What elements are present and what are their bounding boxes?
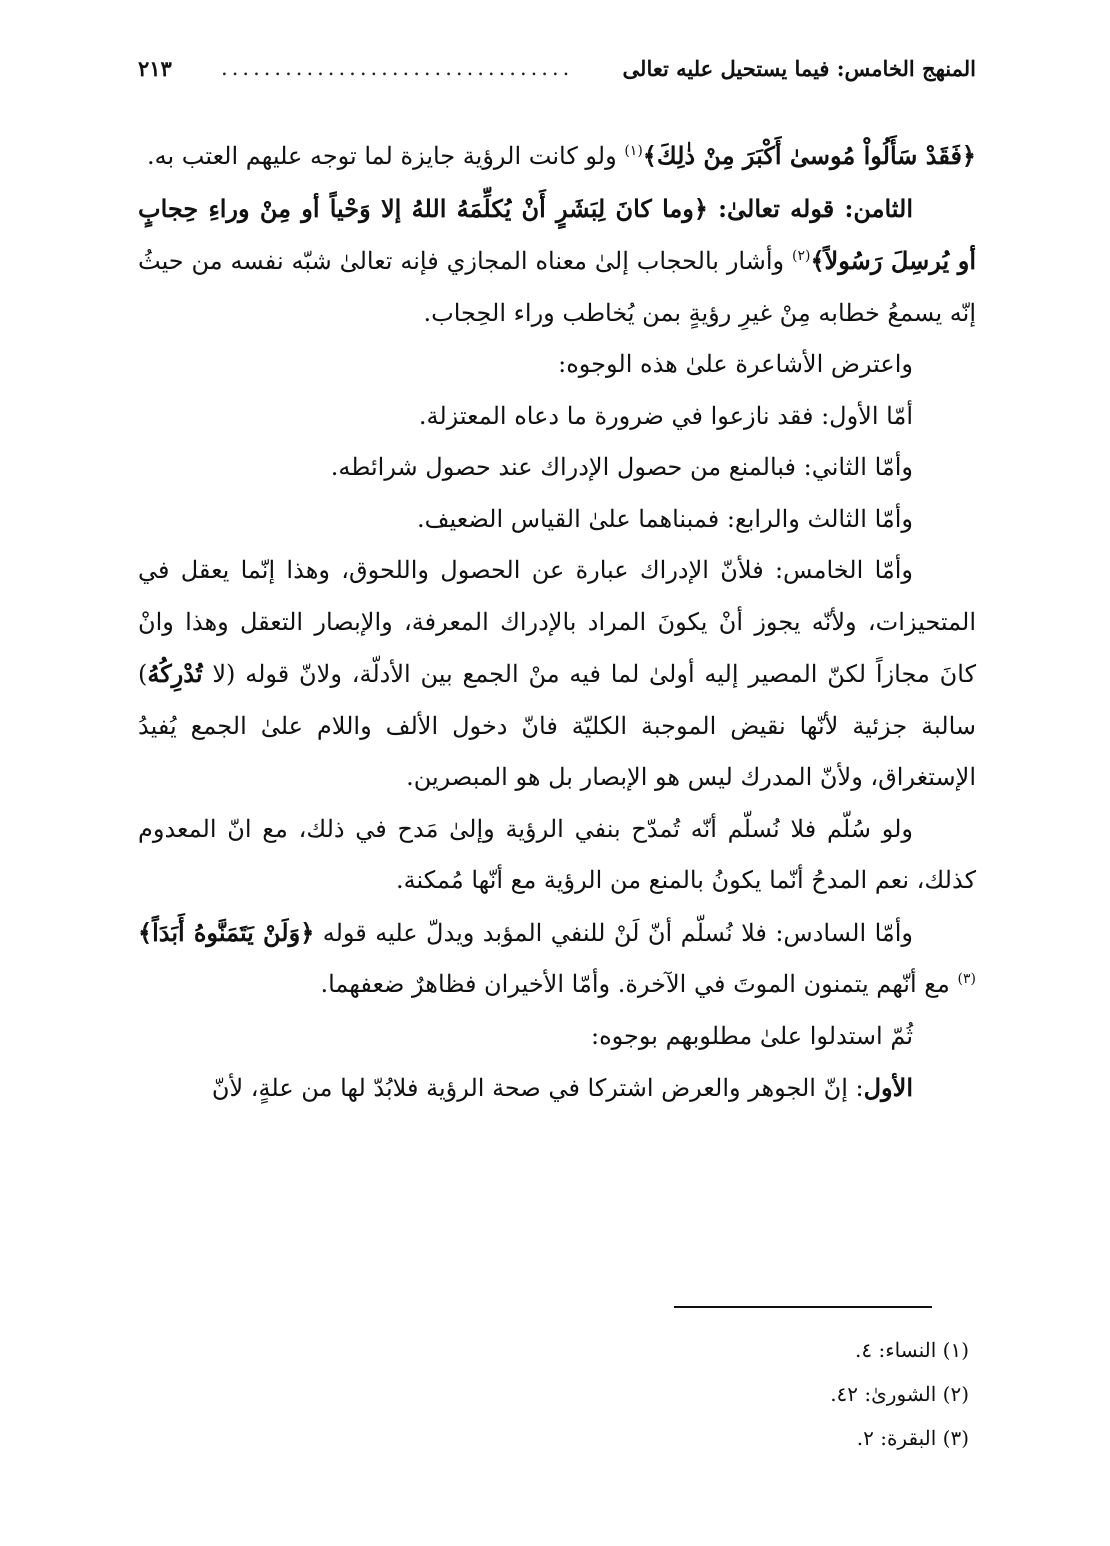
paragraph-text: ثُمّ استدلوا علىٰ مطلوبهم بوجوه: [590, 1021, 913, 1050]
footnote: (٣) البقرة: ٢. [856, 1426, 969, 1450]
paragraph-text: وأشار بالحجاب إلىٰ معناه المجازي فإنه تعالىٰ شبّه نفسه من حيثُ إنّه يسمعُ خطابه مِنْ غيرِ رؤيةٍ بمن يُخاطب وراء الحِجاب. [138, 247, 976, 327]
footnote-ref: (٣) [957, 971, 976, 987]
paragraph [138, 442, 976, 494]
footnote-separator [674, 1306, 932, 1308]
paragraph [138, 130, 976, 183]
paragraph-text: وأمّا السادس: فلا نُسلّم أنّ لَنْ للنفي المؤبد ويدلّ عليه قوله [314, 918, 913, 947]
page-number: ٢١٣ [138, 55, 172, 81]
paragraph [138, 339, 976, 391]
body-text [138, 130, 976, 1115]
quran-quote: ﴿وَلَنْ يَتَمَنَّوهُ أَبَدَاً﴾ [138, 917, 315, 947]
quran-quote: ﴿فَقَدْ سَأَلُواْ مُوسىٰ أَكْبَرَ مِنْ ذٰلِكَ﴾ [642, 141, 976, 170]
footnote: (٢) الشورىٰ: ٤٢. [830, 1382, 969, 1406]
running-head-leader-dots: ................................. [221, 56, 574, 80]
paragraph-text: وأمّا الثاني: فبالمنع من حصول الإدراك عند حصول شرائطه. [330, 453, 913, 481]
footnote-ref: (٢) [792, 248, 811, 264]
quoted-term: تُدْرِكُهُ [147, 659, 203, 688]
paragraph-text: واعترض الأشاعرة علىٰ هذه الوجوه: [558, 350, 913, 378]
paragraph [138, 391, 976, 443]
quran-quote: ﴿وما كانَ لِبَشَرٍ أَنْ يُكلِّمَهُ اللهُ إلا وَحْياً أو مِنْ وراءِ حِجابٍ أو يُرسِلَ رَسُولاً﴾ [138, 193, 976, 275]
paragraph-text: أمّا الأول: فقد نازعوا في ضرورة ما دعاه المعتزلة. [418, 401, 913, 430]
paragraph-text: ولو سُلّم فلا نُسلّم أنّه تُمدّح بنفي الرؤية وإلىٰ مَدح في ذلك، مع انّ المعدوم كذلك، نعم المدحُ أنّما يكونُ بالمنع من الرؤية مع أنّها مُمكنة. [138, 814, 976, 894]
paragraph-text: : إنّ الجوهر والعرض اشتركا في صحة الرؤية فلابُدّ لها من علةٍ، لأنّ [211, 1074, 864, 1102]
footnote: (١) النساء: ٤. [855, 1338, 969, 1362]
running-head-title: المنهج الخامس: فيما يستحيل عليه تعالى [622, 55, 976, 81]
footnote-ref: (١) [624, 143, 643, 159]
paragraph-text: مع أنّهم يتمنون الموتَ في الآخرة. وأمّا الأخيران فظاهرٌ ضعفهما. [320, 970, 958, 998]
paragraph-text: وأمّا الخامس: فلأنّ الإدراك عبارة عن الحصول واللحوق، وهذا إنّما يعقل في المتحيزات، ولأنّه يجوز أنْ يكونَ المراد بالإدراك المعرفة، والإبصار التعقل وهذا وانْ كانَ مجازاً لكنّ المصير إليه أولىٰ لما فيه منْ الجمع بين الأدلّة، ولانّ قوله (لا [138, 556, 976, 688]
paragraph-lead: الأول [863, 1073, 913, 1102]
paragraph-text: ولو كانت الرؤية جايزة لما توجه عليهم العتب به. [146, 142, 625, 170]
paragraph [138, 183, 976, 340]
paragraph-text: ) سالبة جزئية لأنّها نقيض الموجبة الكليّة فانّ دخول الألف واللام علىٰ الجمع يُفيدُ الإستغراق، ولأنّ المدرك ليس هو الإبصار بل هو المبصرين. [138, 660, 976, 791]
footnotes [569, 1328, 969, 1460]
paragraph [138, 907, 976, 1011]
paragraph [138, 1011, 976, 1063]
running-head [138, 48, 976, 88]
paragraph [138, 494, 976, 546]
paragraph [138, 1062, 976, 1115]
paragraph [138, 804, 976, 907]
paragraph-lead: الثامن: قوله تعالىٰ: [707, 193, 914, 223]
paragraph-text: وأمّا الثالث والرابع: فمبناهما علىٰ القياس الضعيف. [417, 504, 913, 533]
paragraph [138, 545, 976, 804]
